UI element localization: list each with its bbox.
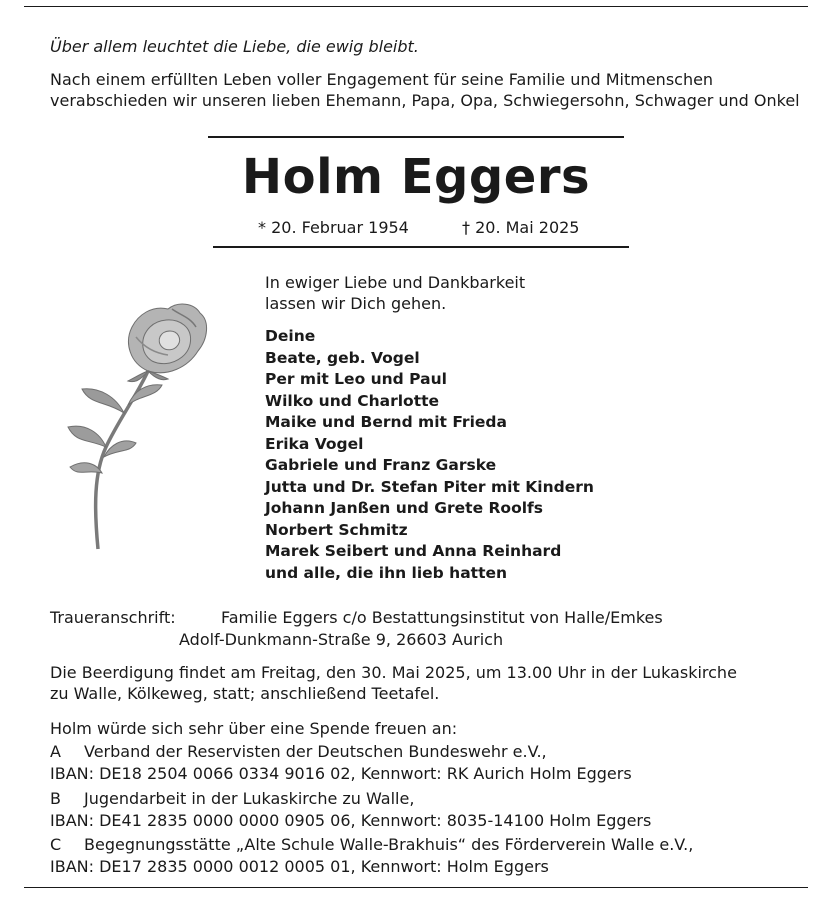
family-member: Maike und Bernd mit Frieda [265,413,507,431]
obituary-notice [24,6,808,888]
donation-iban: IBAN: DE41 2835 0000 0000 0905 06, Kennwort: 8035-14100 Holm Eggers [50,810,652,830]
rose-icon [44,297,234,565]
mourning-address-label: Traueranschrift: [50,608,176,627]
family-member: Per mit Leo und Paul [265,370,447,388]
family-list [265,326,594,584]
mourning-address-line: Adolf-Dunkmann-Straße 9, 26603 Aurich [179,630,504,649]
donation-item [50,788,651,831]
divider-top [208,136,624,138]
donation-recipient: Verband der Reservisten der Deutschen Bundeswehr e.V., [84,742,547,761]
family-member: Jutta und Dr. Stefan Piter mit Kindern [265,477,594,496]
family-member: Gabriele und Franz Garske [265,456,497,474]
farewell-line: lassen wir Dich gehen. [265,294,447,313]
intro-line: Nach einem erfüllten Leben voller Engagement für seine Familie und Mitmenschen [50,70,714,89]
intro-line: verabschieden wir unseren lieben Ehemann, Papa, Opa, Schwiegersohn, Schwager und Onkel [50,91,800,110]
motto-text: Über allem leuchtet die Liebe, die ewig bleibt. [50,37,419,56]
donation-recipient: Jugendarbeit in der Lukaskirche zu Walle, [84,789,415,808]
family-member: Johann Janßen und Grete Roolfs [265,499,544,517]
farewell-line: In ewiger Liebe und Dankbarkeit [265,273,526,292]
mourning-address-line: Familie Eggers c/o Bestattungsinstitut von Halle/Emkes [221,608,663,627]
family-member: Erika Vogel [265,434,364,453]
donation-iban: IBAN: DE17 2835 0000 0012 0005 01, Kennwort: Holm Eggers [50,856,549,876]
birth-date: * 20. Februar 1954 [258,218,409,237]
funeral-info [50,662,737,704]
donation-item [50,834,693,877]
intro-text [50,69,800,111]
donation-intro: Holm würde sich sehr über eine Spende freuen an: [50,719,458,738]
family-member: Deine [265,327,316,345]
farewell-text [265,272,525,314]
funeral-line: zu Walle, Kölkeweg, statt; anschließend Teetafel. [50,684,440,703]
deceased-name: Holm Eggers [241,149,591,205]
family-member: Wilko und Charlotte [265,391,440,410]
donation-letter: C [50,835,62,854]
donation-item [50,741,632,784]
family-member: Norbert Schmitz [265,520,408,539]
donation-letter: B [50,789,61,808]
family-member: Marek Seibert und Anna Reinhard [265,542,562,560]
donation-letter: A [50,742,61,761]
death-date: † 20. Mai 2025 [462,218,580,237]
donation-iban: IBAN: DE18 2504 0066 0334 9016 02, Kennwort: RK Aurich Holm Eggers [50,763,632,783]
divider-bottom [213,246,629,248]
family-member: Beate, geb. Vogel [265,348,420,367]
family-member: und alle, die ihn lieb hatten [265,563,508,582]
donation-recipient: Begegnungsstätte „Alte Schule Walle-Brakhuis“ des Förderverein Walle e.V., [84,835,694,854]
funeral-line: Die Beerdigung findet am Freitag, den 30. Mai 2025, um 13.00 Uhr in der Lukaskirche [50,663,737,682]
